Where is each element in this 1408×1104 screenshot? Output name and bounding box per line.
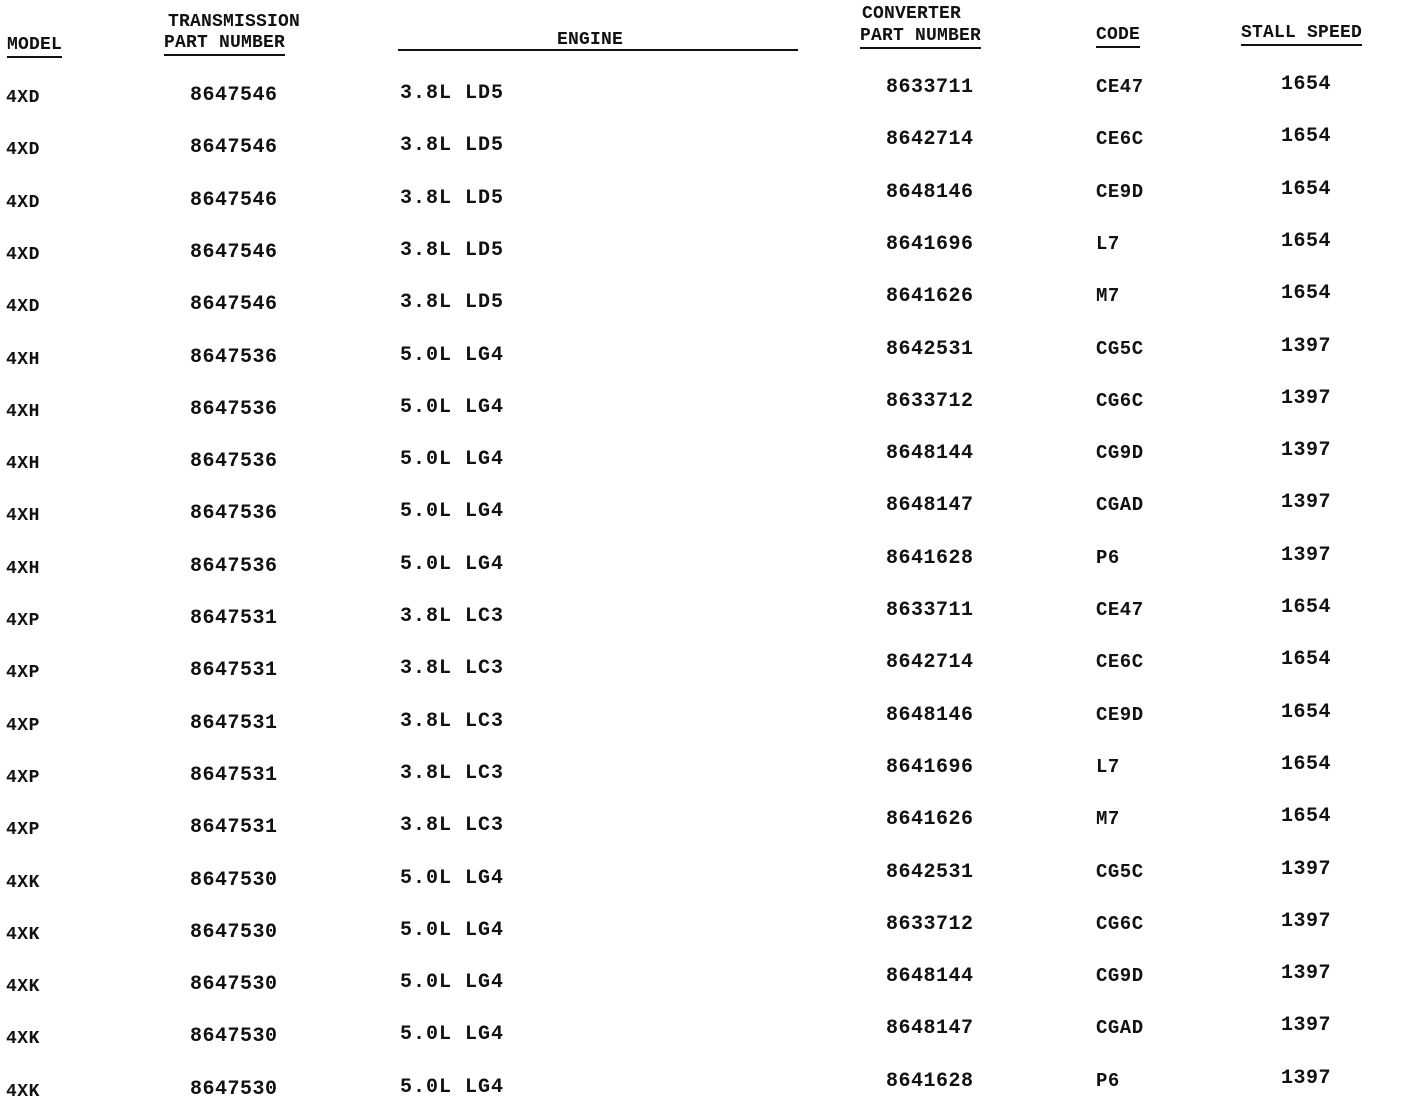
cell-engine: 5.0L LG4 <box>400 1023 505 1046</box>
cell-converter-part-number: 8641696 <box>886 756 974 779</box>
cell-converter-part-number: 8641626 <box>886 808 974 831</box>
header-model-label: MODEL <box>7 35 62 58</box>
cell-converter-part-number: 8641628 <box>886 547 974 570</box>
cell-engine: 5.0L LG4 <box>400 867 505 890</box>
cell-transmission-part-number: 8647531 <box>190 764 278 787</box>
cell-code: P6 <box>1096 547 1120 569</box>
cell-converter-part-number: 8648147 <box>886 1017 974 1040</box>
cell-model: 4XK <box>6 1082 40 1102</box>
cell-stall-speed: 1654 <box>1281 282 1332 305</box>
header-code-label: CODE <box>1096 25 1140 48</box>
cell-transmission-part-number: 8647530 <box>190 973 278 996</box>
cell-stall-speed: 1397 <box>1281 910 1332 933</box>
header-code <box>1096 25 1140 46</box>
cell-code: CG5C <box>1096 338 1144 360</box>
cell-engine: 5.0L LG4 <box>400 500 505 523</box>
header-stall-speed <box>1241 23 1362 44</box>
header-model <box>7 35 62 56</box>
cell-converter-part-number: 8633712 <box>886 390 974 413</box>
cell-engine: 3.8L LC3 <box>400 710 505 733</box>
cell-transmission-part-number: 8647546 <box>190 293 278 316</box>
cell-transmission-part-number: 8647531 <box>190 712 278 735</box>
cell-model: 4XK <box>6 1029 40 1049</box>
cell-stall-speed: 1654 <box>1281 753 1332 776</box>
cell-model: 4XP <box>6 716 40 736</box>
cell-model: 4XH <box>6 559 40 579</box>
cell-transmission-part-number: 8647531 <box>190 816 278 839</box>
cell-transmission-part-number: 8647536 <box>190 555 278 578</box>
cell-model: 4XP <box>6 663 40 683</box>
cell-converter-part-number: 8633711 <box>886 76 974 99</box>
cell-stall-speed: 1397 <box>1281 335 1332 358</box>
cell-engine: 5.0L LG4 <box>400 553 505 576</box>
cell-model: 4XK <box>6 925 40 945</box>
cell-engine: 5.0L LG4 <box>400 448 505 471</box>
cell-engine: 3.8L LD5 <box>400 134 505 157</box>
cell-transmission-part-number: 8647536 <box>190 502 278 525</box>
cell-stall-speed: 1397 <box>1281 962 1332 985</box>
cell-transmission-part-number: 8647536 <box>190 450 278 473</box>
cell-converter-part-number: 8641626 <box>886 285 974 308</box>
cell-model: 4XP <box>6 768 40 788</box>
cell-stall-speed: 1397 <box>1281 858 1332 881</box>
header-conv-line2 <box>860 26 981 47</box>
cell-code: CG9D <box>1096 965 1144 987</box>
cell-engine: 5.0L LG4 <box>400 919 505 942</box>
cell-code: CG9D <box>1096 442 1144 464</box>
cell-transmission-part-number: 8647530 <box>190 1078 278 1101</box>
cell-code: CG6C <box>1096 390 1144 412</box>
cell-converter-part-number: 8641628 <box>886 1070 974 1093</box>
cell-stall-speed: 1397 <box>1281 439 1332 462</box>
cell-stall-speed: 1654 <box>1281 648 1332 671</box>
cell-transmission-part-number: 8647530 <box>190 1025 278 1048</box>
cell-code: L7 <box>1096 233 1120 255</box>
cell-model: 4XD <box>6 245 40 265</box>
cell-model: 4XP <box>6 611 40 631</box>
header-trans-line2-label: PART NUMBER <box>164 33 285 56</box>
header-trans-line1: TRANSMISSION <box>168 12 301 32</box>
cell-engine: 3.8L LD5 <box>400 291 505 314</box>
cell-model: 4XH <box>6 350 40 370</box>
cell-converter-part-number: 8641696 <box>886 233 974 256</box>
cell-stall-speed: 1654 <box>1281 805 1332 828</box>
cell-engine: 3.8L LD5 <box>400 82 505 105</box>
cell-engine: 3.8L LC3 <box>400 762 505 785</box>
cell-engine: 3.8L LD5 <box>400 239 505 262</box>
cell-engine: 5.0L LG4 <box>400 1076 505 1099</box>
cell-converter-part-number: 8642531 <box>886 338 974 361</box>
cell-stall-speed: 1654 <box>1281 73 1332 96</box>
cell-code: CE9D <box>1096 181 1144 203</box>
cell-model: 4XD <box>6 88 40 108</box>
cell-converter-part-number: 8642531 <box>886 861 974 884</box>
cell-model: 4XK <box>6 873 40 893</box>
cell-stall-speed: 1654 <box>1281 178 1332 201</box>
cell-model: 4XD <box>6 193 40 213</box>
cell-converter-part-number: 8648147 <box>886 494 974 517</box>
cell-converter-part-number: 8633712 <box>886 913 974 936</box>
cell-code: CE6C <box>1096 651 1144 673</box>
cell-stall-speed: 1397 <box>1281 387 1332 410</box>
cell-transmission-part-number: 8647546 <box>190 189 278 212</box>
cell-converter-part-number: 8648146 <box>886 181 974 204</box>
header-engine: ENGINE <box>557 30 624 50</box>
cell-engine: 3.8L LC3 <box>400 605 505 628</box>
cell-transmission-part-number: 8647536 <box>190 398 278 421</box>
cell-transmission-part-number: 8647531 <box>190 659 278 682</box>
cell-converter-part-number: 8648146 <box>886 704 974 727</box>
cell-transmission-part-number: 8647546 <box>190 136 278 159</box>
cell-model: 4XH <box>6 402 40 422</box>
cell-code: M7 <box>1096 285 1120 307</box>
cell-code: CE9D <box>1096 704 1144 726</box>
cell-transmission-part-number: 8647530 <box>190 869 278 892</box>
cell-code: CG6C <box>1096 913 1144 935</box>
header-stall-speed-label: STALL SPEED <box>1241 23 1362 46</box>
cell-converter-part-number: 8642714 <box>886 651 974 674</box>
cell-model: 4XP <box>6 820 40 840</box>
cell-stall-speed: 1397 <box>1281 491 1332 514</box>
cell-engine: 3.8L LC3 <box>400 814 505 837</box>
header-trans-line2 <box>164 33 285 54</box>
header-conv-line2-label: PART NUMBER <box>860 26 981 49</box>
cell-transmission-part-number: 8647531 <box>190 607 278 630</box>
cell-code: CGAD <box>1096 494 1144 516</box>
cell-stall-speed: 1654 <box>1281 230 1332 253</box>
cell-converter-part-number: 8633711 <box>886 599 974 622</box>
cell-engine: 5.0L LG4 <box>400 971 505 994</box>
cell-converter-part-number: 8648144 <box>886 965 974 988</box>
cell-code: M7 <box>1096 808 1120 830</box>
cell-transmission-part-number: 8647546 <box>190 241 278 264</box>
cell-transmission-part-number: 8647536 <box>190 346 278 369</box>
cell-code: CG5C <box>1096 861 1144 883</box>
cell-stall-speed: 1654 <box>1281 701 1332 724</box>
cell-code: CE6C <box>1096 128 1144 150</box>
cell-transmission-part-number: 8647546 <box>190 84 278 107</box>
cell-model: 4XD <box>6 140 40 160</box>
cell-engine: 3.8L LD5 <box>400 187 505 210</box>
cell-code: CGAD <box>1096 1017 1144 1039</box>
cell-model: 4XH <box>6 454 40 474</box>
cell-engine: 3.8L LC3 <box>400 657 505 680</box>
header-conv-line1: CONVERTER <box>862 4 962 24</box>
cell-model: 4XD <box>6 297 40 317</box>
cell-stall-speed: 1397 <box>1281 1067 1332 1090</box>
cell-stall-speed: 1397 <box>1281 544 1332 567</box>
cell-stall-speed: 1654 <box>1281 596 1332 619</box>
cell-code: L7 <box>1096 756 1120 778</box>
cell-model: 4XH <box>6 506 40 526</box>
cell-transmission-part-number: 8647530 <box>190 921 278 944</box>
cell-code: CE47 <box>1096 76 1144 98</box>
engine-underline <box>398 49 798 51</box>
cell-engine: 5.0L LG4 <box>400 344 505 367</box>
cell-engine: 5.0L LG4 <box>400 396 505 419</box>
cell-code: P6 <box>1096 1070 1120 1092</box>
cell-converter-part-number: 8648144 <box>886 442 974 465</box>
cell-stall-speed: 1654 <box>1281 125 1332 148</box>
cell-converter-part-number: 8642714 <box>886 128 974 151</box>
cell-model: 4XK <box>6 977 40 997</box>
cell-code: CE47 <box>1096 599 1144 621</box>
cell-stall-speed: 1397 <box>1281 1014 1332 1037</box>
